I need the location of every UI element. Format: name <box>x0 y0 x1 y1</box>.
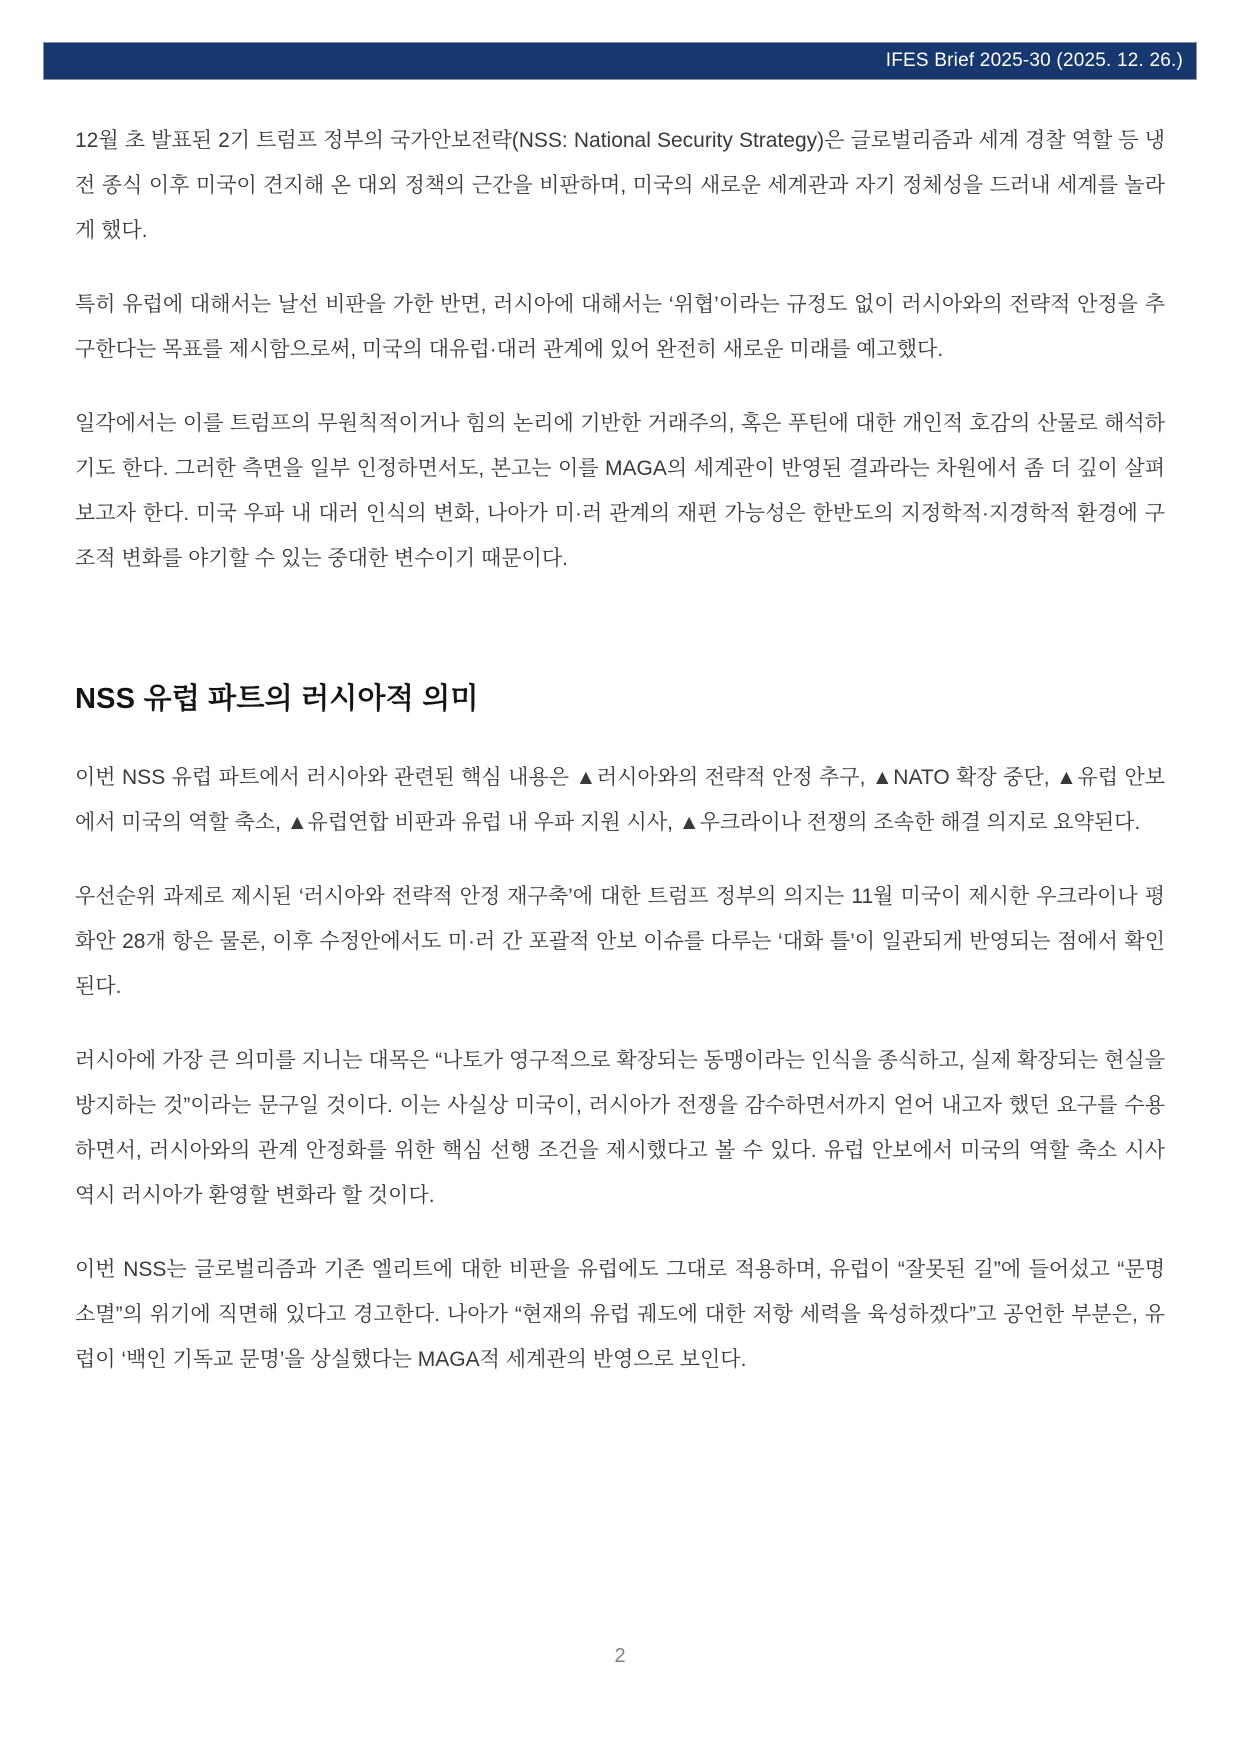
intro-paragraph-2: 특히 유럽에 대해서는 날선 비판을 가한 반면, 러시아에 대해서는 ‘위협’이라는 규정도 없이 러시아와의 전략적 안정을 추구한다는 목표를 제시함으로써, 미국의 대유럽·대러 관계에 있어 완전히 새로운 미래를 예고했다. <box>75 293 1165 361</box>
intro-paragraph-3: 일각에서는 이를 트럼프의 무원칙적이거나 힘의 논리에 기반한 거래주의, 혹은 푸틴에 대한 개인적 호감의 산물로 해석하기도 한다. 그러한 측면을 일부 인정하면서도, 본고는 이를 MAGA의 세계관이 반영된 결과라는 차원에서 좀 더 깊이 살펴보고자 한다. 미국 우파 내 대러 인식의 변화, 나아가 미·러 관계의 재편 가능성은 한반도의 지정학적·지경학적 환경에 구조적 변화를 야기할 수 있는 중대한 변수이기 때문이다. <box>75 412 1165 570</box>
section-paragraph-1: 이번 NSS 유럽 파트에서 러시아와 관련된 핵심 내용은 ▲러시아와의 전략적 안정 추구, ▲NATO 확장 중단, ▲유럽 안보에서 미국의 역할 축소, ▲유럽연합 비판과 유럽 내 우파 지원 시사, ▲우크라이나 전쟁의 조속한 해결 의지로 요약된다. <box>75 766 1165 834</box>
page-number: 2 <box>614 1645 626 1667</box>
intro-paragraph-1: 12월 초 발표된 2기 트럼프 정부의 국가안보전략(NSS: National Security Strategy)은 글로벌리즘과 세계 경찰 역할 등 냉전 종식 이후 미국이 견지해 온 대외 정책의 근간을 비판하며, 미국의 새로운 세계관과 자기 정체성을 드러내 세계를 놀라게 했다. <box>75 129 1165 242</box>
document-body <box>75 118 1165 1411</box>
brief-issue-label: IFES Brief 2025-30 (2025. 12. 26.) <box>885 50 1183 71</box>
section-heading: NSS 유럽 파트의 러시아적 의미 <box>75 683 479 715</box>
header-bar <box>43 42 1197 80</box>
section-paragraph-3: 러시아에 가장 큰 의미를 지니는 대목은 “나토가 영구적으로 확장되는 동맹이라는 인식을 종식하고, 실제 확장되는 현실을 방지하는 것”이라는 문구일 것이다. 이는 사실상 미국이, 러시아가 전쟁을 감수하면서까지 얻어 내고자 했던 요구를 수용하면서, 러시아와의 관계 안정화를 위한 핵심 선행 조건을 제시했다고 볼 수 있다. 유럽 안보에서 미국의 역할 축소 시사 역시 러시아가 환영할 변화라 할 것이다. <box>75 1049 1165 1207</box>
section-paragraph-2: 우선순위 과제로 제시된 ‘러시아와 전략적 안정 재구축’에 대한 트럼프 정부의 의지는 11월 미국이 제시한 우크라이나 평화안 28개 항은 물론, 이후 수정안에서도 미·러 간 포괄적 안보 이슈를 다루는 ‘대화 틀’이 일관되게 반영되는 점에서 확인된다. <box>75 885 1165 998</box>
section-paragraph-4: 이번 NSS는 글로벌리즘과 기존 엘리트에 대한 비판을 유럽에도 그대로 적용하며, 유럽이 “잘못된 길”에 들어섰고 “문명 소멸”의 위기에 직면해 있다고 경고한다. 나아가 “현재의 유럽 궤도에 대한 저항 세력을 육성하겠다”고 공언한 부분은, 유럽이 ‘백인 기독교 문명’을 상실했다는 MAGA적 세계관의 반영으로 보인다. <box>75 1258 1165 1371</box>
